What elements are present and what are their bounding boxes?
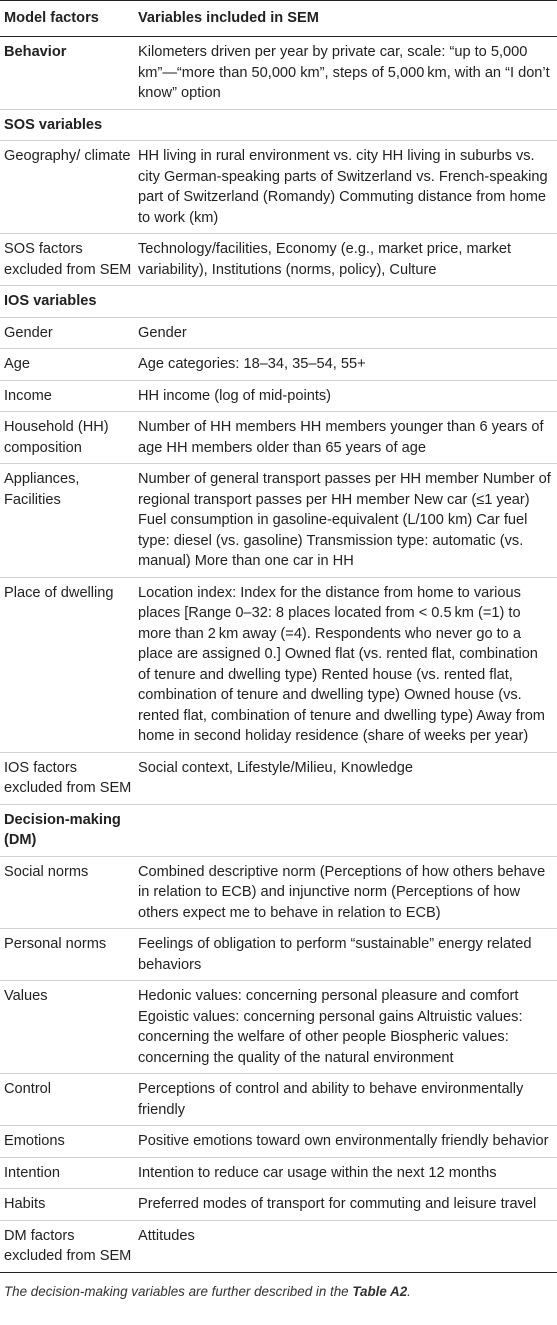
model-factor-cell: Geography/ climate (0, 141, 138, 234)
model-factor-cell: DM factors excluded from SEM (0, 1220, 138, 1272)
table-row (0, 929, 557, 981)
table-row (0, 1074, 557, 1126)
model-factor-cell: Income (0, 380, 138, 412)
footnote-table-reference[interactable]: Table A2 (352, 1283, 408, 1299)
model-factor-cell: IOS factors excluded from SEM (0, 752, 138, 804)
section-title: SOS variables (0, 109, 138, 141)
section-row (0, 286, 557, 318)
table-row (0, 1189, 557, 1221)
variables-cell: HH income (log of mid-points) (138, 380, 557, 412)
table-row (0, 234, 557, 286)
section-row (0, 804, 557, 856)
table-row (0, 1157, 557, 1189)
section-title: Behavior (0, 37, 138, 110)
table-row (0, 349, 557, 381)
section-title: IOS variables (0, 286, 138, 318)
variables-cell: Positive emotions toward own environmentally friendly behavior (138, 1126, 557, 1158)
variables-cell: HH living in rural environment vs. city HH living in suburbs vs. city German-speaking parts of Switzerland vs. French-speaking part of Switzerland (Romandy) Commuting distance from home to work (km) (138, 141, 557, 234)
model-factor-cell: Values (0, 981, 138, 1074)
header-variables: Variables included in SEM (138, 1, 557, 37)
section-row (0, 37, 557, 110)
table-row (0, 464, 557, 578)
model-factor-cell: Intention (0, 1157, 138, 1189)
variables-cell: Hedonic values: concerning personal pleasure and comfort Egoistic values: concerning personal gains Altruistic values: concerning the welfare of other people Biospheric values: concerning the quality of the natural environment (138, 981, 557, 1074)
header-model-factors: Model factors (0, 1, 138, 37)
model-factor-cell: Age (0, 349, 138, 381)
variables-cell: Perceptions of control and ability to behave environmentally friendly (138, 1074, 557, 1126)
table-row (0, 752, 557, 804)
variables-cell: Age categories: 18–34, 35–54, 55+ (138, 349, 557, 381)
model-factor-cell: Gender (0, 317, 138, 349)
variables-cell: Preferred modes of transport for commuting and leisure travel (138, 1189, 557, 1221)
variables-cell (138, 804, 557, 856)
variables-cell: Combined descriptive norm (Perceptions of how others behave in relation to ECB) and injunctive norm (Perceptions of how others expect me to behave in relation to ECB) (138, 856, 557, 929)
variables-cell: Location index: Index for the distance from home to various places [Range 0–32: 8 places located from < 0.5 km (=1) to more than 2 km away (=4). Respondents who never go to a place are assigned 0.] Owned flat (vs. rented flat, combination of tenure and dwelling type) Rented house (vs. rented flat, combination of tenure and dwelling type) Owned house (vs. rented flat, combination of tenure and dwelling type) Away from home in second holiday residence (share of weeks per year) (138, 577, 557, 752)
table-row (0, 412, 557, 464)
model-factor-cell: Personal norms (0, 929, 138, 981)
variables-cell: Gender (138, 317, 557, 349)
variables-cell: Number of general transport passes per HH member Number of regional transport passes per HH member New car (≤1 year) Fuel consumption in gasoline-equivalent (L/100 km) Car fuel type: diesel (vs. gasoline) Transmission type: automatic (vs. manual) More than one car in HH (138, 464, 557, 578)
table-body (0, 37, 557, 1273)
table-row (0, 317, 557, 349)
table-footnote (0, 1273, 557, 1301)
variables-cell: Number of HH members HH members younger than 6 years of age HH members older than 65 years of age (138, 412, 557, 464)
model-factor-cell: Household (HH) composition (0, 412, 138, 464)
header-row (0, 1, 557, 37)
table-row (0, 981, 557, 1074)
section-row (0, 109, 557, 141)
variables-cell: Intention to reduce car usage within the next 12 months (138, 1157, 557, 1189)
model-factor-cell: Habits (0, 1189, 138, 1221)
table-row (0, 577, 557, 752)
footnote-end: . (407, 1283, 411, 1299)
footnote-text: The decision-making variables are further described in the (4, 1283, 353, 1299)
variables-cell: Kilometers driven per year by private car, scale: “up to 5,000 km”—“more than 50,000 km”, steps of 5,000 km, with an “I don’t know” option (138, 37, 557, 110)
model-factor-cell: Place of dwelling (0, 577, 138, 752)
variables-cell (138, 109, 557, 141)
table-row (0, 141, 557, 234)
variables-cell: Social context, Lifestyle/Milieu, Knowledge (138, 752, 557, 804)
table-row (0, 856, 557, 929)
model-factor-cell: SOS factors excluded from SEM (0, 234, 138, 286)
section-title: Decision-making (DM) (0, 804, 138, 856)
table-row (0, 1220, 557, 1272)
model-factor-cell: Control (0, 1074, 138, 1126)
table-row (0, 1126, 557, 1158)
variables-cell: Feelings of obligation to perform “sustainable” energy related behaviors (138, 929, 557, 981)
model-factor-cell: Social norms (0, 856, 138, 929)
variables-cell: Technology/facilities, Economy (e.g., market price, market variability), Institutions (norms, policy), Culture (138, 234, 557, 286)
variables-cell: Attitudes (138, 1220, 557, 1272)
model-factor-cell: Appliances, Facilities (0, 464, 138, 578)
model-factor-cell: Emotions (0, 1126, 138, 1158)
variables-cell (138, 286, 557, 318)
table-header (0, 1, 557, 37)
table-row (0, 380, 557, 412)
